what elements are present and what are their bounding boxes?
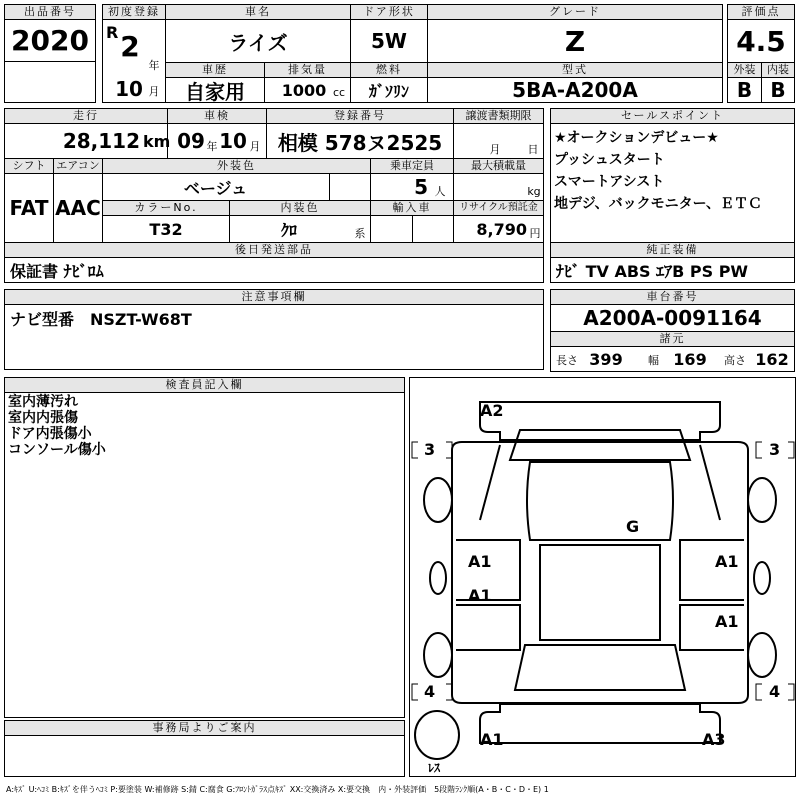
reg-year-unit: 年 [148, 59, 160, 72]
transfer-day-unit: 日 [527, 143, 539, 156]
shift-label: シフト [4, 158, 54, 174]
max-load-label: 最大積載量 [453, 158, 544, 174]
car-name-label: 車名 [165, 4, 351, 20]
inspector-line: 室内薄汚れ [8, 394, 78, 410]
inspector-line: 室内内張傷 [8, 410, 78, 426]
width: 169 [673, 349, 707, 369]
length: 399 [589, 349, 623, 369]
displacement-label: 排気量 [264, 62, 351, 78]
insp-month-unit: 月 [249, 140, 261, 153]
office-label: 事務局よりご案内 [4, 720, 405, 736]
plate: 相模 578ヌ2525 [277, 130, 443, 155]
mark-front: A2 [480, 401, 504, 420]
chassis-label: 車台番号 [550, 289, 795, 305]
chassis-number: A200A-0091164 [583, 306, 762, 330]
mark-roof: G [626, 517, 640, 536]
mark-rear-left: A1 [480, 730, 504, 749]
score: 4.5 [736, 24, 786, 58]
insp-year: 09 [177, 129, 205, 153]
model: 5BA-A200A [512, 78, 638, 102]
tire-rear-left: 4 [424, 682, 436, 701]
tire-front-left: 3 [424, 440, 436, 459]
later-parts-label: 後日発送部品 [4, 242, 544, 258]
mark-left-front-door: A1 [468, 552, 492, 571]
fuel-label: 燃料 [350, 62, 428, 78]
later-parts: 保証書 ﾅﾋﾞﾛﾑ [10, 261, 104, 281]
sales-label: セールスポイント [550, 108, 795, 124]
mark-right-front-door: A1 [715, 552, 739, 571]
int-color-label: 内装色 [229, 200, 371, 216]
tire-rear-right: 4 [769, 682, 781, 701]
mark-rear-right: A3 [702, 730, 726, 749]
capacity-label: 乗車定員 [370, 158, 454, 174]
inspection-label: 車検 [167, 108, 267, 124]
equipment-label: 純正装備 [550, 242, 795, 258]
recycle: 8,790 [476, 219, 527, 239]
history: 自家用 [185, 79, 245, 104]
reg-year: 2 [120, 29, 140, 63]
ext-color-label: 外装色 [102, 158, 371, 174]
color-no: T32 [149, 219, 183, 239]
sales-line: スマートアシスト [554, 174, 665, 190]
recycle-label: リサイクル預託金 [453, 200, 544, 216]
inspector-label: 検査員記入欄 [4, 377, 405, 393]
inspector-line: コンソール傷小 [8, 442, 106, 458]
import-label: 輸入車 [370, 200, 454, 216]
specs-label: 諸元 [550, 331, 795, 347]
max-load-unit: kg [527, 184, 541, 198]
fuel: ｶﾞｿﾘﾝ [368, 81, 409, 101]
car-outline [415, 402, 776, 759]
lot-number: 2020 [11, 24, 89, 57]
exterior-grade: B [736, 78, 753, 102]
score-label: 評価点 [727, 4, 795, 20]
legend: A:ｷｽﾞ U:ﾍｺﾐ B:ｷｽﾞを伴うﾍｺﾐ P:要塗装 W:補修跡 S:錆 C:腐食 G:ﾌﾛﾝﾄｶﾞﾗｽ点ｷｽﾞ XX:交換済み X:要交換 内・外装評価 5段階ﾗﾝｸ順(A・B・C・D・E) 1 [6, 784, 549, 794]
insp-month: 10 [219, 129, 247, 153]
mileage-unit: km [143, 131, 171, 151]
int-color-unit: 系 [354, 227, 366, 240]
insp-year-unit: 年 [206, 140, 218, 153]
notes: ナビ型番 NSZT-W68T [10, 309, 192, 329]
inspector-line: ドア内張傷小 [8, 426, 92, 442]
capacity: 5 [414, 175, 428, 199]
grade: Z [564, 24, 586, 58]
doors-label: ドア形状 [350, 4, 428, 20]
sales-line: ★オークションデビュー★ [554, 130, 719, 146]
reg-month-unit: 月 [148, 85, 160, 98]
equipment: ﾅﾋﾞ TV ABS ｴｱB PS PW [556, 261, 749, 281]
height-label: 高さ [724, 354, 746, 367]
era: R [106, 22, 119, 42]
tire-brackets [412, 442, 794, 700]
transfer-month-unit: 月 [489, 143, 501, 156]
length-label: 長さ [556, 354, 578, 367]
mark-right-rear-door: A1 [715, 612, 739, 631]
lot-label: 出品番号 [4, 4, 96, 20]
history-label: 車歴 [165, 62, 265, 78]
transfer-label: 譲渡書類期限 [453, 108, 544, 124]
height: 162 [755, 349, 789, 369]
sales-line: プッシュスタート [554, 152, 665, 168]
aircon-label: エアコン [53, 158, 103, 174]
interior-label: 内装 [761, 62, 795, 78]
ext-color: ベージュ [183, 178, 248, 198]
displacement: 1000 [281, 80, 327, 100]
capacity-unit: 人 [434, 185, 446, 198]
exterior-label: 外装 [727, 62, 762, 78]
mileage: 28,112 [62, 129, 140, 153]
aircon: AAC [55, 196, 101, 220]
displacement-unit: cc [332, 85, 346, 99]
mark-left-rear-door: A1 [468, 586, 492, 605]
damage-marks [424, 401, 780, 775]
car-name: ライズ [228, 30, 288, 55]
mileage-label: 走行 [4, 108, 168, 124]
notes-label: 注意事項欄 [4, 289, 544, 305]
grade-label: グレード [427, 4, 723, 20]
spare-label: ﾚｽ [428, 761, 441, 775]
interior-grade: B [770, 78, 786, 102]
sales-line: 地デジ、バックモニター、ＥＴＣ [554, 196, 763, 212]
width-label: 幅 [648, 354, 659, 367]
tire-front-right: 3 [769, 440, 781, 459]
reg-month: 10 [115, 77, 143, 101]
color-no-label: カラーNo. [102, 200, 230, 216]
first-reg-label: 初度登録 [102, 4, 166, 20]
model-label: 型式 [427, 62, 723, 78]
int-color: ｸﾛ [280, 220, 297, 240]
plate-label: 登録番号 [266, 108, 454, 124]
recycle-unit: 円 [529, 227, 541, 240]
doors: 5W [371, 29, 407, 53]
shift: FAT [9, 196, 49, 220]
